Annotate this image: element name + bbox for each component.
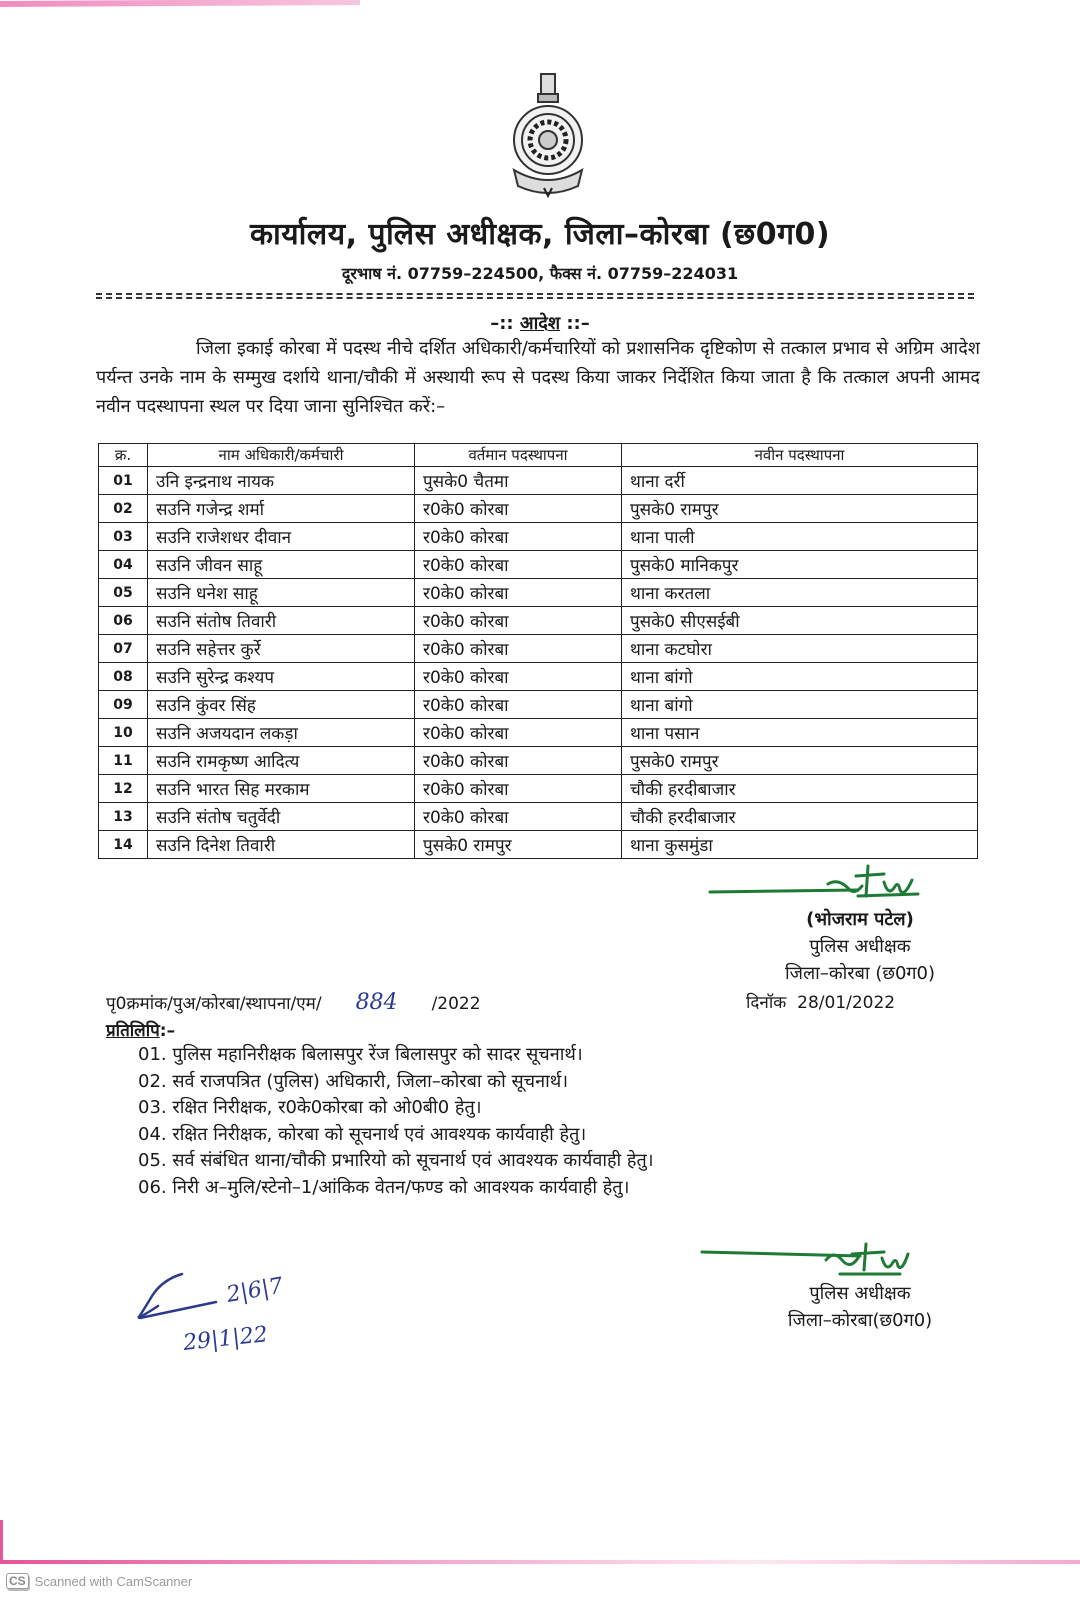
- new-posting-cell: थाना बांगो: [622, 691, 978, 719]
- serial-cell: 13: [99, 803, 148, 831]
- table-row: [99, 803, 978, 831]
- name-cell: उनि इन्द्रनाथ नायक: [148, 467, 415, 495]
- current-posting-cell: पुसके0 चैतमा: [415, 467, 622, 495]
- name-cell: सउनि गजेन्द्र शर्मा: [148, 495, 415, 523]
- name-cell: सउनि संतोष तिवारी: [148, 607, 415, 635]
- table-row: [99, 551, 978, 579]
- reference-handwritten-number: 884: [355, 990, 398, 1015]
- copy-item: 01. पुलिस महानिरीक्षक बिलासपुर रेंज बिलासपुर को सादर सूचनार्थ।: [138, 1044, 583, 1065]
- current-posting-cell: र0के0 कोरबा: [415, 803, 622, 831]
- header-divider: [96, 293, 974, 299]
- current-posting-cell: पुसके0 रामपुर: [415, 831, 622, 859]
- serial-cell: 09: [99, 691, 148, 719]
- serial-cell: 07: [99, 635, 148, 663]
- name-cell: सउनि अजयदान लकड़ा: [148, 719, 415, 747]
- new-posting-cell: थाना करतला: [622, 579, 978, 607]
- serial-cell: 11: [99, 747, 148, 775]
- table-row: [99, 747, 978, 775]
- order-heading-text: आदेश: [519, 313, 561, 334]
- signatory-1-district: जिला–कोरबा (छ0ग0): [784, 963, 936, 984]
- table-row: [99, 691, 978, 719]
- col-name: नाम अधिकारी/कर्मचारी: [148, 444, 415, 467]
- copy-item: 03. रक्षित निरीक्षक, र0के0कोरबा को ओ0बी0 हेतु।: [138, 1097, 482, 1118]
- date-label: दिनॉक: [746, 993, 787, 1013]
- serial-cell: 02: [99, 495, 148, 523]
- scan-edge-top: [0, 0, 360, 7]
- signature-2-icon: [700, 1240, 920, 1280]
- order-date: 28/01/2022: [797, 993, 896, 1013]
- police-emblem-icon: [508, 70, 588, 198]
- name-cell: सउनि राजेशधर दीवान: [148, 523, 415, 551]
- current-posting-cell: र0के0 कोरबा: [415, 495, 622, 523]
- table-row: [99, 523, 978, 551]
- reference-prefix: पृ0क्रमांक/पुअ/कोरबा/स्थापना/एम/: [106, 994, 322, 1014]
- current-posting-cell: र0के0 कोरबा: [415, 775, 622, 803]
- copy-to-heading: [106, 1018, 175, 1041]
- signatory-1-block: [760, 906, 960, 987]
- signatory-2-designation: पुलिस अधीक्षक: [809, 1283, 911, 1304]
- copy-to-heading-text: प्रतिलिपि: [106, 1021, 160, 1041]
- order-paragraph-text: जिला इकाई कोरबा में पदस्थ नीचे दर्शित अधिकारी/कर्मचारियों को प्रशासनिक दृष्टिकोण से तत्काल प्रभाव से अग्रिम आदेश पर्यन्त उनके नाम के सम्मुख दर्शाये थाना/चौकी में अस्थायी रूप से पदस्थ किया जाकर निर्देशित किया जाता है कि तत्काल अपनी आमद नवीन पदस्थापना स्थल पर दिया जाना सुनिश्चित करें:–: [96, 338, 980, 417]
- signatory-2-block: [770, 1280, 950, 1334]
- name-cell: सउनि भारत सिह मरकाम: [148, 775, 415, 803]
- serial-cell: 08: [99, 663, 148, 691]
- table-row: [99, 719, 978, 747]
- new-posting-cell: थाना बांगो: [622, 663, 978, 691]
- col-serial: क्र.: [99, 444, 148, 467]
- col-current-posting: वर्तमान पदस्थापना: [415, 444, 622, 467]
- handwritten-line-1: 2|6|7: [224, 1273, 286, 1308]
- camscanner-logo-icon: CS: [6, 1573, 29, 1589]
- postings-table: [98, 443, 978, 859]
- new-posting-cell: थाना कुसमुंडा: [622, 831, 978, 859]
- office-title: कार्यालय, पुलिस अधीक्षक, जिला–कोरबा (छ0ग0): [249, 217, 831, 252]
- serial-cell: 10: [99, 719, 148, 747]
- serial-cell: 12: [99, 775, 148, 803]
- new-posting-cell: पुसके0 सीएसईबी: [622, 607, 978, 635]
- handwritten-initials-icon: [130, 1262, 330, 1362]
- signature-1-icon: [708, 862, 928, 904]
- table-row: [99, 579, 978, 607]
- name-cell: सउनि रामकृष्ण आदित्य: [148, 747, 415, 775]
- serial-cell: 04: [99, 551, 148, 579]
- name-cell: सउनि धनेश साहू: [148, 579, 415, 607]
- order-heading-prefix: –::: [490, 313, 520, 334]
- serial-cell: 03: [99, 523, 148, 551]
- scan-edge-bottom: [0, 1560, 1080, 1564]
- new-posting-cell: थाना पसान: [622, 719, 978, 747]
- current-posting-cell: र0के0 कोरबा: [415, 579, 622, 607]
- current-posting-cell: र0के0 कोरबा: [415, 607, 622, 635]
- contact-numbers: दूरभाष नं. 07759–224500, फैक्स नं. 07759–224031: [341, 264, 739, 283]
- copy-item: 06. निरी अ–मुलि/स्टेनो–1/आंकिक वेतन/फण्ड को आवश्यक कार्यवाही हेतु।: [138, 1176, 630, 1198]
- new-posting-cell: थाना कटघोरा: [622, 635, 978, 663]
- new-posting-cell: पुसके0 रामपुर: [622, 495, 978, 523]
- current-posting-cell: र0के0 कोरबा: [415, 663, 622, 691]
- current-posting-cell: र0के0 कोरबा: [415, 719, 622, 747]
- current-posting-cell: र0के0 कोरबा: [415, 691, 622, 719]
- camscanner-watermark: [6, 1573, 192, 1589]
- signatory-1-designation: पुलिस अधीक्षक: [809, 936, 911, 957]
- serial-cell: 06: [99, 607, 148, 635]
- current-posting-cell: र0के0 कोरबा: [415, 747, 622, 775]
- new-posting-cell: पुसके0 रामपुर: [622, 747, 978, 775]
- table-header-row: [99, 444, 978, 467]
- table-row: [99, 495, 978, 523]
- new-posting-cell: थाना दर्री: [622, 467, 978, 495]
- current-posting-cell: र0के0 कोरबा: [415, 551, 622, 579]
- copy-item: 02. सर्व राजपत्रित (पुलिस) अधिकारी, जिला–कोरबा को सूचनार्थ।: [138, 1070, 569, 1092]
- name-cell: सउनि सुरेन्द्र कश्यप: [148, 663, 415, 691]
- new-posting-cell: चौकी हरदीबाजार: [622, 775, 978, 803]
- signatory-2-district: जिला–कोरबा(छ0ग0): [787, 1310, 933, 1331]
- camscanner-text: Scanned with CamScanner: [34, 1573, 193, 1589]
- signatory-1-name: (भोजराम पटेल): [806, 909, 914, 930]
- table-row: [99, 635, 978, 663]
- table-row: [99, 831, 978, 859]
- current-posting-cell: र0के0 कोरबा: [415, 523, 622, 551]
- current-posting-cell: र0के0 कोरबा: [415, 635, 622, 663]
- name-cell: सउनि जीवन साहू: [148, 551, 415, 579]
- table-row: [99, 775, 978, 803]
- name-cell: सउनि संतोष चतुर्वेदी: [148, 803, 415, 831]
- scan-edge-left: [0, 1520, 3, 1564]
- order-date-line: [746, 990, 895, 1013]
- new-posting-cell: पुसके0 मानिकपुर: [622, 551, 978, 579]
- table-row: [99, 467, 978, 495]
- reference-number-line: [106, 990, 481, 1015]
- order-paragraph: [96, 334, 980, 421]
- copy-to-list: [138, 1042, 654, 1201]
- serial-cell: 05: [99, 579, 148, 607]
- new-posting-cell: चौकी हरदीबाजार: [622, 803, 978, 831]
- name-cell: सउनि कुंवर सिंह: [148, 691, 415, 719]
- order-heading: [0, 311, 1080, 335]
- table-row: [99, 607, 978, 635]
- new-posting-cell: थाना पाली: [622, 523, 978, 551]
- handwritten-line-2: 29|1|22: [182, 1322, 269, 1356]
- copy-to-heading-suffix: :–: [159, 1021, 176, 1041]
- serial-cell: 14: [99, 831, 148, 859]
- copy-item: 04. रक्षित निरीक्षक, कोरबा को सूचनार्थ एवं आवश्यक कार्यवाही हेतु।: [138, 1123, 587, 1145]
- col-new-posting: नवीन पदस्थापना: [622, 444, 978, 467]
- reference-suffix: /2022: [431, 994, 481, 1014]
- copy-item: 05. सर्व संबंधित थाना/चौकी प्रभारियो को सूचनार्थ एवं आवश्यक कार्यवाही हेतु।: [138, 1150, 654, 1171]
- table-row: [99, 663, 978, 691]
- name-cell: सउनि सहेत्तर कुर्रे: [148, 635, 415, 663]
- name-cell: सउनि दिनेश तिवारी: [148, 831, 415, 859]
- order-heading-suffix: ::–: [560, 313, 590, 334]
- serial-cell: 01: [99, 467, 148, 495]
